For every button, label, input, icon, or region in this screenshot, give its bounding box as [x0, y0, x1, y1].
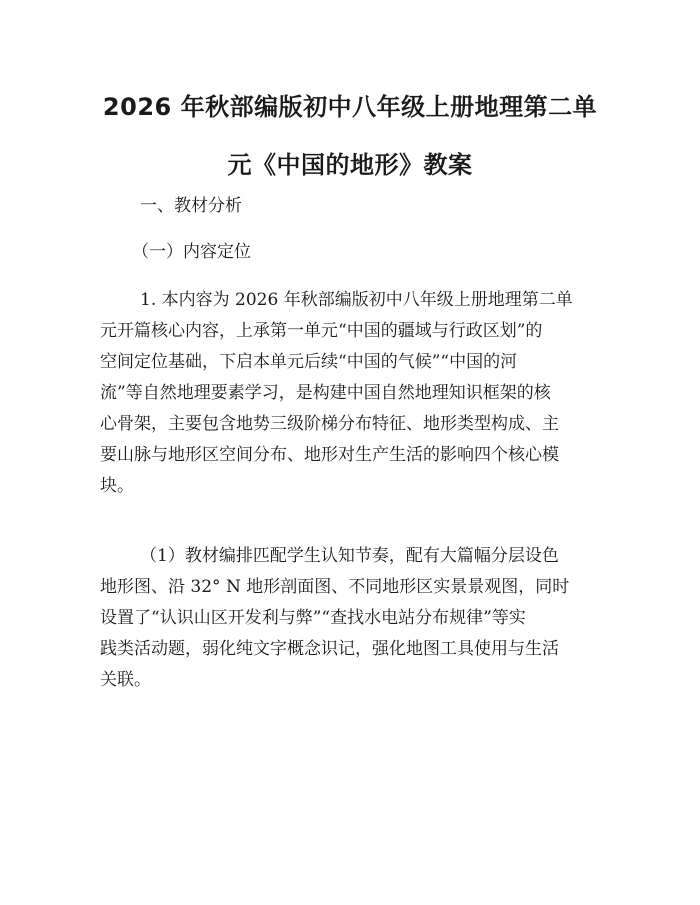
- title-line-2: 元《中国的地形》教案: [227, 151, 473, 179]
- paragraph-line: 地形图、沿 32° N 地形剖面图、不同地形区实景景观图，同时: [100, 577, 570, 597]
- paragraph-line: 元开篇核心内容，上承第一单元“中国的疆域与行政区划”的: [100, 321, 543, 341]
- section-heading: 一、教材分析: [140, 196, 242, 216]
- paragraph-textbook-layout: [100, 541, 610, 696]
- paragraph-line: 心骨架，主要包含地势三级阶梯分布特征、地形类型构成、主: [100, 414, 559, 434]
- paragraph-line: 流”等自然地理要素学习，是构建中国自然地理知识框架的核: [100, 383, 551, 403]
- title-line-1: 2026 年秋部编版初中八年级上册地理第二单: [102, 93, 598, 121]
- paragraph-line: 1. 本内容为 2026 年秋部编版初中八年级上册地理第二单: [140, 290, 573, 310]
- paragraph-line: 关联。: [100, 670, 151, 690]
- paragraph-line: 要山脉与地形区空间分布、地形对生产生活的影响四个核心模: [100, 445, 559, 465]
- paragraph-line: （1）教材编排匹配学生认知节奏，配有大篇幅分层设色: [140, 546, 559, 566]
- paragraph-line: 践类活动题，弱化纯文字概念识记，强化地图工具使用与生活: [100, 639, 559, 659]
- document-title: [96, 78, 604, 194]
- paragraph-line: 空间定位基础，下启本单元后续“中国的气候”“中国的河: [100, 352, 518, 372]
- subsection-heading: （一）内容定位: [132, 242, 251, 262]
- paragraph-line: 设置了“认识山区开发利与弊”“查找水电站分布规律”等实: [100, 608, 526, 628]
- paragraph-line: 块。: [100, 476, 134, 496]
- paragraph-content-position: [100, 285, 610, 502]
